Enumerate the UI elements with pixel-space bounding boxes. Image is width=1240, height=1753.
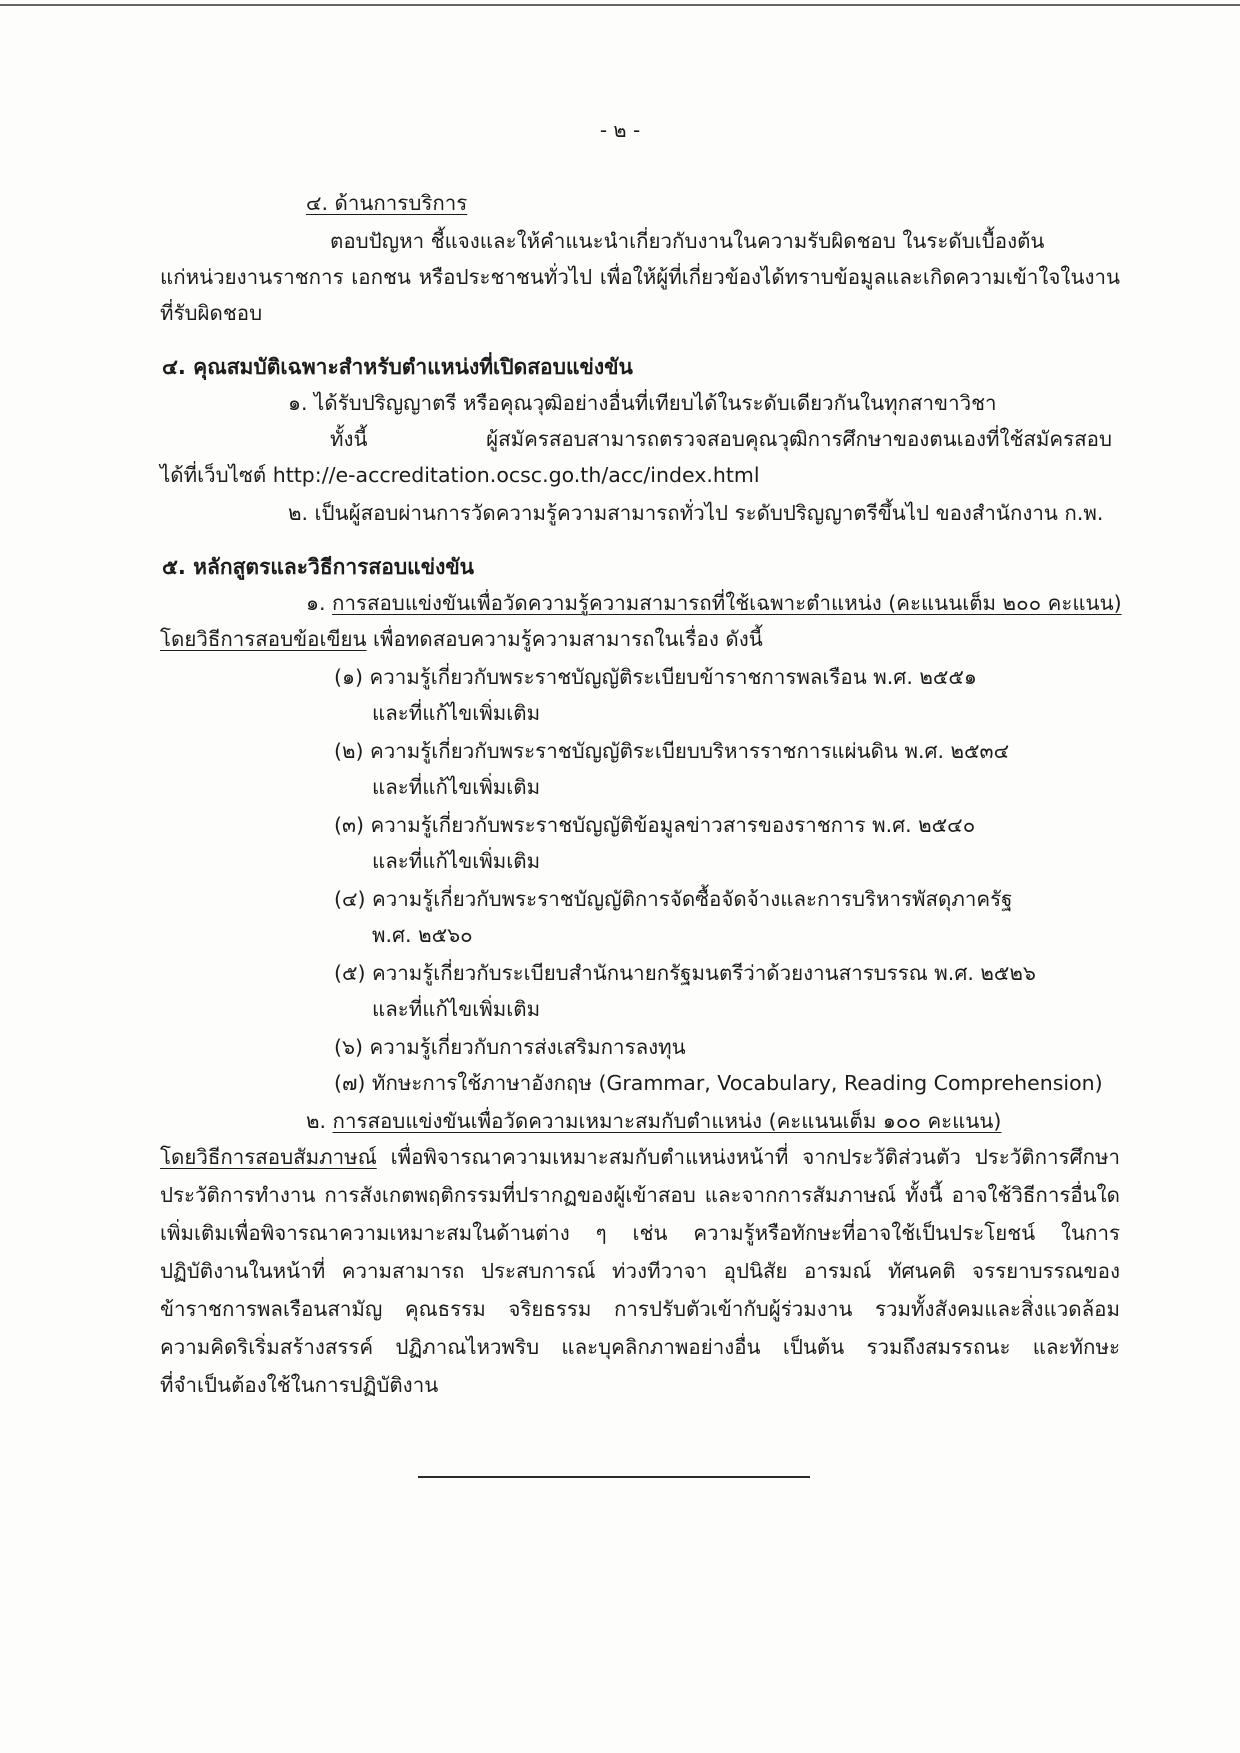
qualification-item: ๑. ได้รับปริญญาตรี หรือคุณวุฒิอย่างอื่นที่เทียบได้ในระดับเดียวกันในทุกสาขาวิชา xyxy=(288,391,997,415)
qualification-note: ทั้งนี้ ผู้สมัครสอบสามารถตรวจสอบคุณวุฒิการศึกษาของตนเองที่ใช้สมัครสอบ xyxy=(330,427,1112,451)
exam-topic-item-continued: และที่แก้ไขเพิ่มเติม xyxy=(372,997,541,1021)
service-paragraph-line: ที่รับผิดชอบ xyxy=(160,301,263,325)
exam-part-2-paragraph-line xyxy=(160,1142,1120,1172)
exam-part-2-paragraph-line: ปฏิบัติงานในหน้าที่ ความสามารถ ประสบการณ์ ท่วงทีวาจา อุปนิสัย อารมณ์ ทัศนคติ จรรยาบรรณของ xyxy=(160,1259,1120,1283)
exam-topic-item: (๔) ความรู้เกี่ยวกับพระราชบัญญัติการจัดซื้อจัดจ้างและการบริหารพัสดุภาครัฐ xyxy=(334,887,1013,911)
exam-part-2-title xyxy=(306,1106,1001,1136)
exam-part-2-paragraph-line: ประวัติการทำงาน การสังเกตพฤติกรรมที่ปรากฏของผู้เข้าสอบ และจากการสัมภาษณ์ ทั้งนี้ อาจใช้วิธีการอื่นใด xyxy=(160,1183,1120,1207)
exam-topic-item-continued: และที่แก้ไขเพิ่มเติม xyxy=(372,849,541,873)
end-of-page-rule xyxy=(418,1476,810,1478)
exam-part-1-title-text: การสอบแข่งขันเพื่อวัดความรู้ความสามารถที่ใช้เฉพาะตำแหน่ง (คะแนนเต็ม ๒๐๐ คะแนน) xyxy=(332,591,1122,615)
exam-part-1-number: ๑. xyxy=(306,591,333,615)
exam-part-2-method-text: เพื่อพิจารณาความเหมาะสมกับตำแหน่งหน้าที่ จากประวัติส่วนตัว ประวัติการศึกษา xyxy=(376,1145,1120,1169)
exam-part-1-method-label: โดยวิธีการสอบข้อเขียน xyxy=(160,627,367,651)
exam-topic-item: (๒) ความรู้เกี่ยวกับพระราชบัญญัติระเบียบบริหารราชการแผ่นดิน พ.ศ. ๒๕๓๔ xyxy=(334,739,1010,763)
section-5-heading: ๕. หลักสูตรและวิธีการสอบแข่งขัน xyxy=(162,555,475,579)
scan-top-edge xyxy=(0,4,1240,6)
exam-part-2-method-label: โดยวิธีการสอบสัมภาษณ์ xyxy=(160,1145,377,1169)
qualification-note: ได้ที่เว็บไซต์ http://e-accreditation.ocsc.go.th/acc/index.html xyxy=(160,463,760,487)
exam-part-2-paragraph-line: เพิ่มเติมเพื่อพิจารณาความเหมาะสมในด้านต่าง ๆ เช่น ความรู้หรือทักษะที่อาจใช้เป็นประโยชน์ ในการ xyxy=(160,1221,1120,1245)
service-paragraph-line: แก่หน่วยงานราชการ เอกชน หรือประชาชนทั่วไป เพื่อให้ผู้ที่เกี่ยวข้องได้ทราบข้อมูลและเกิดความเข้าใจในงาน xyxy=(160,265,1120,289)
exam-part-1-title xyxy=(306,588,1122,618)
exam-topic-item: (๑) ความรู้เกี่ยวกับพระราชบัญญัติระเบียบข้าราชการพลเรือน พ.ศ. ๒๕๕๑ xyxy=(334,665,977,689)
exam-topic-item-continued: และที่แก้ไขเพิ่มเติม xyxy=(372,775,541,799)
qualification-item: ๒. เป็นผู้สอบผ่านการวัดความรู้ความสามารถทั่วไป ระดับปริญญาตรีขึ้นไป ของสำนักงาน ก.พ. xyxy=(288,501,1104,525)
exam-part-1-method xyxy=(160,624,763,654)
exam-part-2-paragraph-line: ความคิดริเริ่มสร้างสรรค์ ปฏิภาณไหวพริบ และบุคลิกภาพอย่างอื่น เป็นต้น รวมถึงสมรรถนะ และทักษะ xyxy=(160,1335,1120,1359)
exam-topic-item: (๓) ความรู้เกี่ยวกับพระราชบัญญัติข้อมูลข่าวสารของราชการ พ.ศ. ๒๕๔๐ xyxy=(334,813,976,837)
exam-part-2-number: ๒. xyxy=(306,1109,333,1133)
page-number: - ๒ - xyxy=(599,118,641,142)
section-4-heading: ๔. คุณสมบัติเฉพาะสำหรับตำแหน่งที่เปิดสอบแข่งขัน xyxy=(162,355,633,379)
exam-topic-item: (๗) ทักษะการใช้ภาษาอังกฤษ (Grammar, Vocabulary, Reading Comprehension) xyxy=(334,1071,1103,1095)
exam-topic-item: (๖) ความรู้เกี่ยวกับการส่งเสริมการลงทุน xyxy=(334,1035,686,1059)
exam-topic-item-continued: และที่แก้ไขเพิ่มเติม xyxy=(372,701,541,725)
service-heading: ๔. ด้านการบริการ xyxy=(306,191,468,215)
service-paragraph-line: ตอบปัญหา ชี้แจงและให้คำแนะนำเกี่ยวกับงานในความรับผิดชอบ ในระดับเบื้องต้น xyxy=(330,229,1045,253)
exam-topic-item: (๕) ความรู้เกี่ยวกับระเบียบสำนักนายกรัฐมนตรีว่าด้วยงานสารบรรณ พ.ศ. ๒๕๒๖ xyxy=(334,961,1036,985)
exam-part-1-method-text: เพื่อทดสอบความรู้ความสามารถในเรื่อง ดังนี้ xyxy=(366,627,763,651)
exam-part-2-title-text: การสอบแข่งขันเพื่อวัดความเหมาะสมกับตำแหน่ง (คะแนนเต็ม ๑๐๐ คะแนน) xyxy=(332,1109,1002,1133)
exam-part-2-paragraph-line: ข้าราชการพลเรือนสามัญ คุณธรรม จริยธรรม การปรับตัวเข้ากับผู้ร่วมงาน รวมทั้งสังคมและสิ่งแวดล้อม xyxy=(160,1297,1120,1321)
exam-part-2-paragraph-line: ที่จำเป็นต้องใช้ในการปฏิบัติงาน xyxy=(160,1373,439,1397)
exam-topic-item-continued: พ.ศ. ๒๕๖๐ xyxy=(372,923,473,947)
